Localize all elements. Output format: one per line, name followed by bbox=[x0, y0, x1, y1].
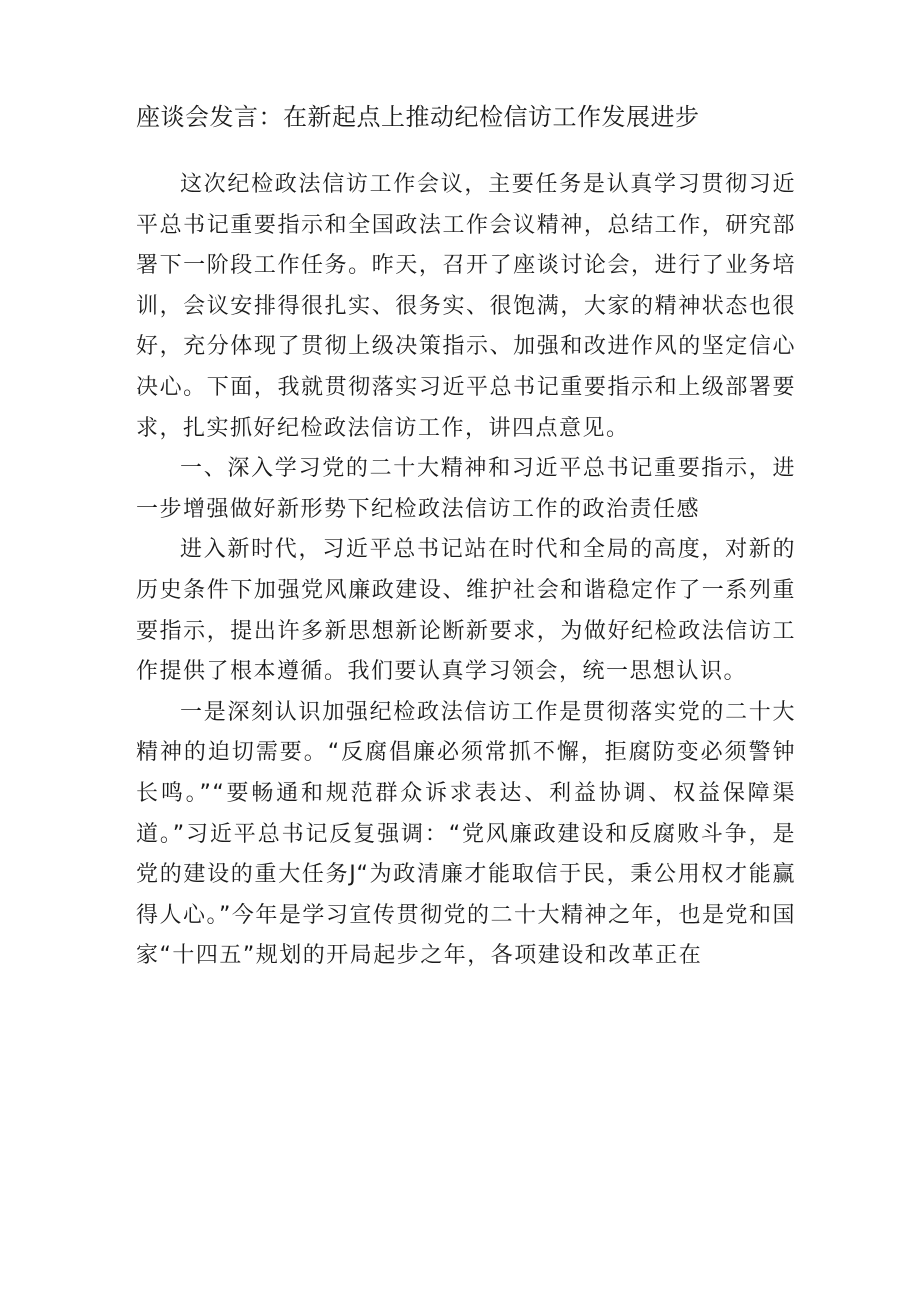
document-body bbox=[136, 165, 796, 977]
paragraph-new-era: 进入新时代，习近平总书记站在时代和全局的高度，对新的历史条件下加强党风廉政建设、维护社会和谐稳定作了一系列重要指示，提出许多新思想新论断新要求，为做好纪检政法信访工作提供了根本遵循。我们要认真学习领会，统一思想认识。 bbox=[136, 537, 796, 685]
document-title: 座谈会发言：在新起点上推动纪检信访工作发展进步 bbox=[136, 103, 700, 131]
paragraph-point-one: 一是深刻认识加强纪检政法信访工作是贯彻落实党的二十大精神的迫切需要。“反腐倡廉必须常抓不懈，拒腐防变必须警钟长鸣。”“要畅通和规范群众诉求表达、利益协调、权益保障渠道。”习近平总书记反复强调：“党风廉政建设和反腐败斗争，是党的建设的重大任务J“为政清廉才能取信于民，秉公用权才能赢得人心。”今年是学习宣传贯彻党的二十大精神之年，也是党和国家“十四五”规划的开局起步之年，各项建设和改革正在 bbox=[136, 699, 796, 969]
paragraph-section-heading: 一、深入学习党的二十大精神和习近平总书记重要指示，进一步增强做好新形势下纪检政法信访工作的政治责任感 bbox=[136, 456, 796, 522]
paragraph-intro: 这次纪检政法信访工作会议，主要任务是认真学习贯彻习近平总书记重要指示和全国政法工作会议精神，总结工作，研究部署下一阶段工作任务。昨天，召开了座谈讨论会，进行了业务培训，会议安排得很扎实、很务实、很饱满，大家的精神状态也很好，充分体现了贯彻上级决策指示、加强和改进作风的坚定信心决心。下面，我就贯彻落实习近平总书记重要指示和上级部署要求，扎实抓好纪检政法信访工作，讲四点意见。 bbox=[136, 172, 796, 441]
